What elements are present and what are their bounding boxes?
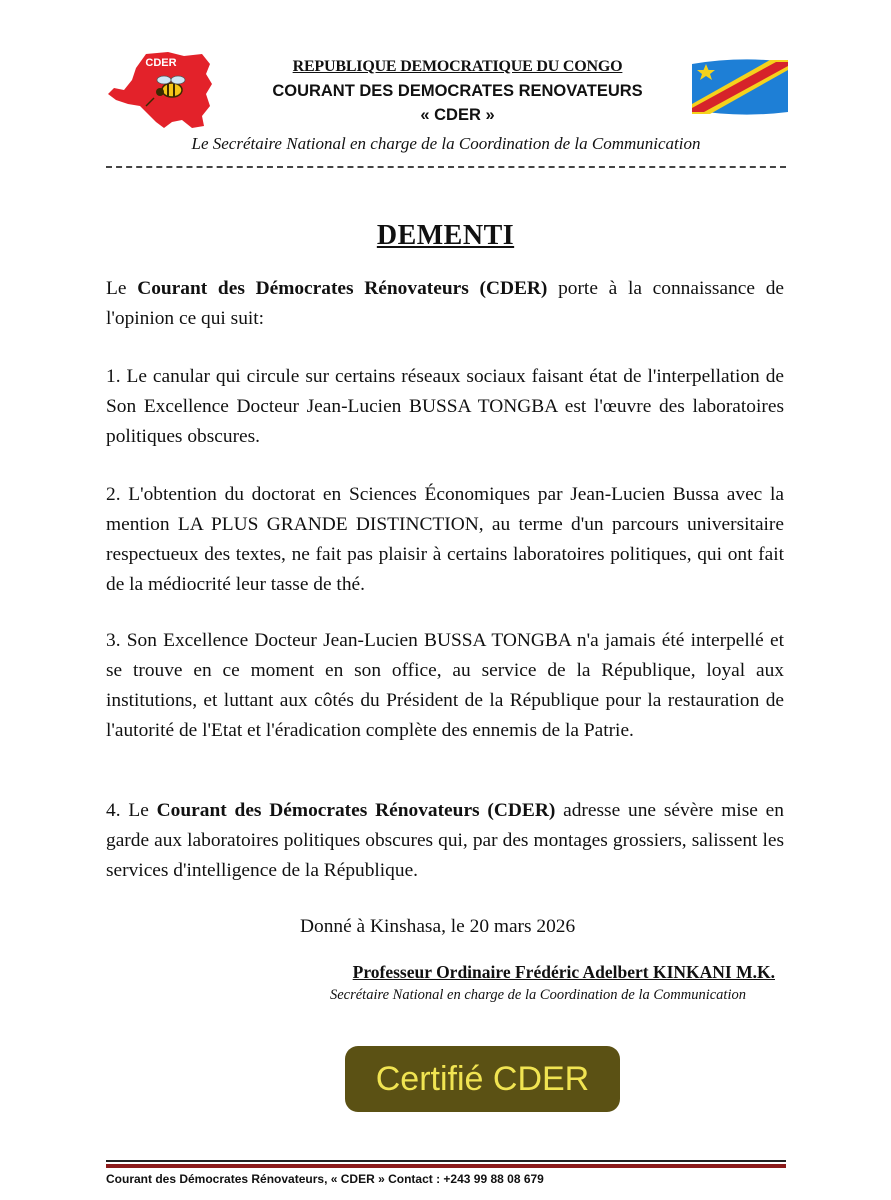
intro-paragraph: Le Courant des Démocrates Rénovateurs (CDER) porte à la connaissance de l'opinion ce qui suit:: [106, 278, 785, 329]
svg-text:CDER: CDER: [145, 57, 177, 69]
document-title: DEMENTI: [376, 220, 515, 251]
header-divider: [106, 166, 786, 168]
place-date: Donné à Kinshasa, le 20 mars 2026: [300, 916, 576, 937]
footer-rule-thick: [106, 1164, 786, 1168]
point-1: 1. Le canular qui circule sur certains réseaux sociaux faisant état de l'interpellation de Son Excellence Docteur Jean-Lucien BUSSA TONGBA est l'œuvre des laboratoires politiques obscures.: [106, 366, 784, 447]
signatory-name: Professeur Ordinaire Frédéric Adelbert KINKANI M.K.: [352, 962, 775, 982]
footer-contact: Courant des Démocrates Rénovateurs, « CDER » Contact : +243 99 88 08 679: [106, 1172, 544, 1186]
drc-flag-icon: [690, 56, 790, 118]
header-republic: REPUBLIQUE DEMOCRATIQUE DU CONGO: [292, 58, 623, 75]
footer-rule-thin: [106, 1160, 786, 1162]
cder-logo: [106, 50, 218, 130]
drc-flag: [690, 56, 790, 118]
header-subtitle: Le Secrétaire National en charge de la Coordination de la Communication: [191, 134, 701, 153]
header-party-name: COURANT DES DEMOCRATES RENOVATEURS: [272, 82, 643, 100]
header-party-acronym: « CDER »: [420, 106, 495, 124]
certified-stamp: Certifié CDER: [345, 1046, 620, 1112]
point-3: 3. Son Excellence Docteur Jean-Lucien BUSSA TONGBA n'a jamais été interpellé et se trouve en ce moment en son office, au service de la République, loyal aux institutions, et luttant aux côtés du Président de la République pour la restauration de l'autorité de l'Etat et l'éradication complète des ennemis de la Patrie.: [106, 630, 784, 741]
point-4: 4. Le Courant des Démocrates Rénovateurs (CDER) adresse une sévère mise en garde aux laboratoires politiques obscures qui, par des montages grossiers, salissent les services d'intelligence de la République.: [106, 800, 784, 881]
point-2: 2. L'obtention du doctorat en Sciences Économiques par Jean-Lucien Bussa avec la mention LA PLUS GRANDE DISTINCTION, au terme d'un parcours universitaire respectueux des textes, ne fait pas plaisir à certains laboratoires politiques, qui ont fait de la médiocrité leur tasse de thé.: [106, 484, 784, 595]
signatory-role: Secrétaire National en charge de la Coordination de la Communication: [329, 987, 746, 1003]
drc-map-logo-icon: [106, 50, 218, 130]
